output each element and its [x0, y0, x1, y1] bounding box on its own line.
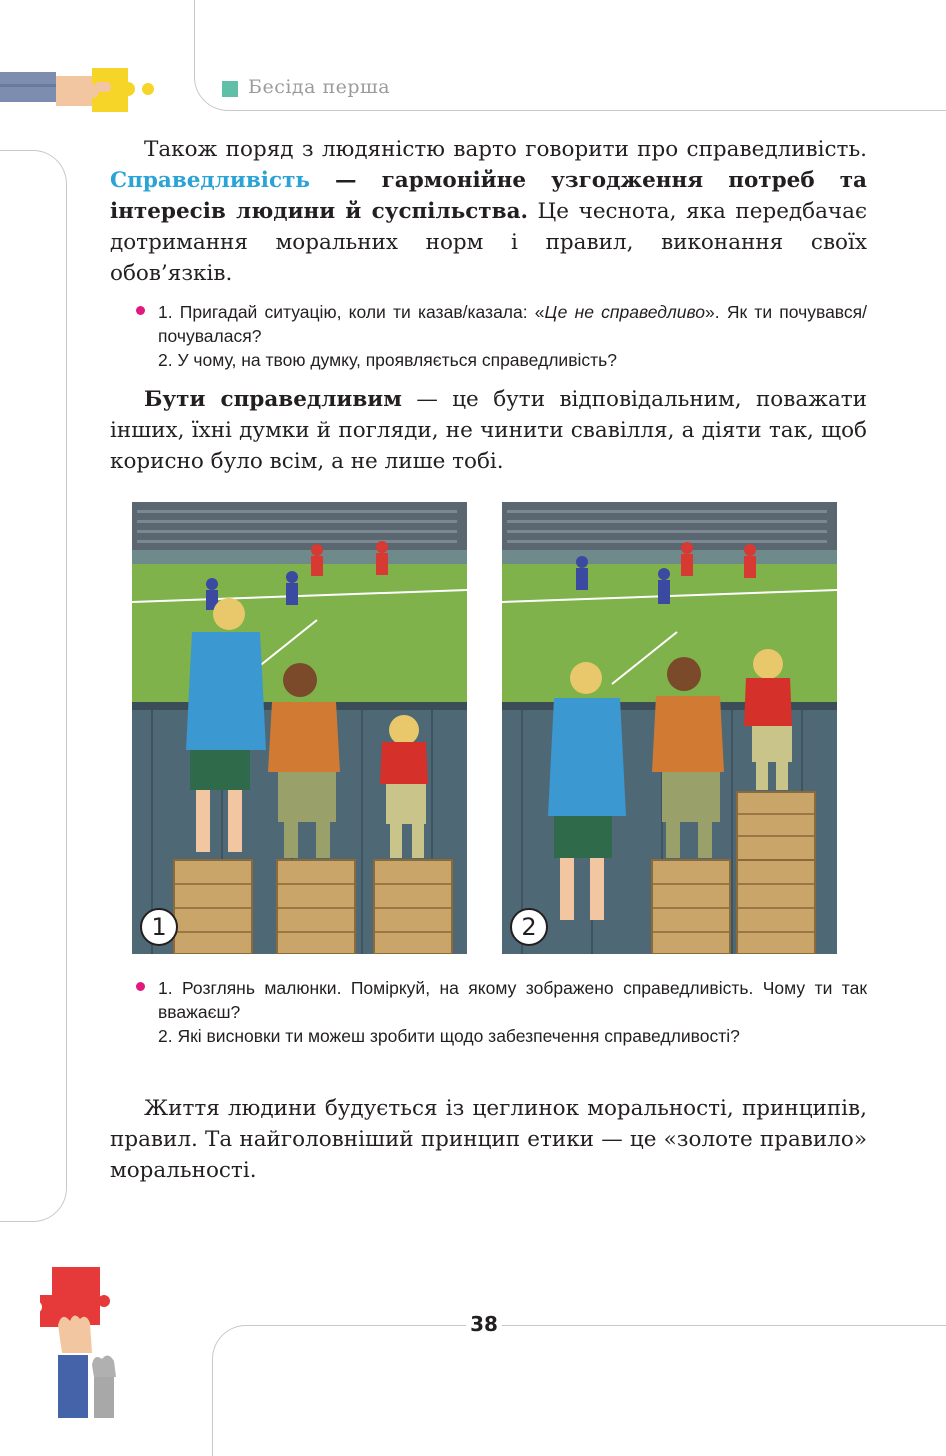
- question-2: 2. У чому, на твою думку, проявляється справедливість?: [158, 350, 617, 370]
- intro-text: Також поряд з людяністю варто говорити про справедливість.: [144, 137, 867, 162]
- questions-block-1: [158, 300, 867, 372]
- question-look-pictures: 1. Розглянь малюнки. Поміркуй, на якому зображено справедливість. Чому ти так вважаєш?: [158, 978, 867, 1022]
- definition-rest: Це чеснота, яка передбачає дотримання моральних норм і правил, виконання своїх обов’язків.: [110, 199, 868, 286]
- section-marker-icon: [222, 81, 238, 97]
- question-1: 1. Пригадай ситуацію, коли ти казав/казала: «Це не справедливо». Як ти почувався/почувалася?: [158, 302, 867, 346]
- hand-puzzle-icon: [0, 62, 160, 118]
- definition-justice: — гармонійне узгодження потреб та інтересів людини й суспільства.: [110, 168, 867, 224]
- section-label: Бесіда перша: [248, 76, 391, 98]
- question-bullet-icon: [136, 982, 145, 991]
- figure-number-1: 1: [140, 908, 178, 946]
- figure-number-2: 2: [510, 908, 548, 946]
- question-conclusions: 2. Які висновки ти можеш зробити щодо забезпечення справедливості?: [158, 1026, 740, 1046]
- term-justice: Справедливість: [110, 168, 310, 193]
- being-just-rest: — це бути відповідальним, поважати інших, їхні думки й погляди, не чинити свавілля, а діяти так, щоб корисно було всім, а не лише тобі.: [110, 387, 867, 474]
- hands-puzzle-icon: [40, 1265, 120, 1418]
- paragraph-being-just: [110, 384, 867, 477]
- footer-frame-line: [212, 1325, 946, 1456]
- being-just-bold: Бути справедливим: [144, 387, 402, 412]
- illustration-equality: [132, 502, 467, 954]
- question-quote: Це не справедливо: [544, 302, 706, 322]
- page-number: 38: [466, 1312, 502, 1336]
- illustration-equity: [502, 502, 837, 954]
- paragraph-justice-intro: [110, 134, 867, 289]
- stadium-scene-1: [132, 502, 467, 954]
- stadium-scene-2: [502, 502, 837, 954]
- left-margin-frame: [0, 150, 67, 1222]
- paragraph-golden-rule: Життя людини будується із цеглинок моральності, принципів, правил. Та найголовніший принцип етики — це «золоте правило» моральності.: [110, 1096, 867, 1183]
- questions-block-2: [158, 976, 867, 1048]
- question-bullet-icon: [136, 306, 145, 315]
